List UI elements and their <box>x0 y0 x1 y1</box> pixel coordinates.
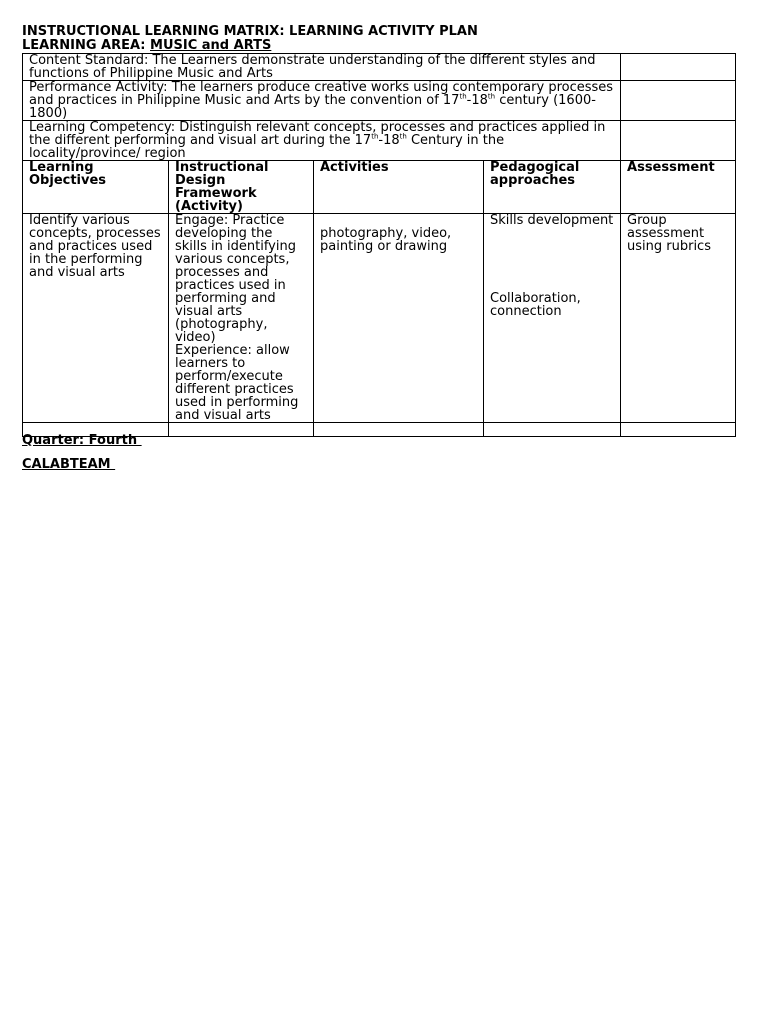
pedagogy-skills: Skills development <box>490 213 614 228</box>
header-learning-objectives: Learning Objectives <box>23 161 169 214</box>
empty-cell <box>484 423 621 437</box>
quarter-label: Quarter: Fourth <box>22 433 142 448</box>
performance-text-b: century (1600-1800) <box>29 93 596 121</box>
competency-sup-1: th <box>371 132 379 141</box>
framework-cell <box>169 214 314 423</box>
performance-sup-2: th <box>487 92 496 101</box>
team-label: CALABTEAM <box>22 457 116 472</box>
header-pedagogical-approaches: Pedagogical approaches <box>484 161 621 214</box>
activities-text: photography, video, painting or drawing <box>320 226 452 254</box>
pedagogy-collaboration: Collaboration, connection <box>490 291 581 319</box>
framework-experience: Experience: allow learners to perform/execute different practices used in performing and visual arts <box>175 343 299 423</box>
header-activities: Activities <box>314 161 484 214</box>
performance-text-a: Performance Activity: The learners produce creative works using contemporary processes and practices in Philippine Music and Arts by the convention of 17 <box>29 80 614 108</box>
learning-competency-row <box>23 121 736 161</box>
performance-activity-row <box>23 81 736 121</box>
empty-cell <box>621 54 736 81</box>
empty-cell <box>314 423 484 437</box>
competency-text-mid: -18 <box>378 133 400 148</box>
empty-cell <box>169 423 314 437</box>
header-assessment: Assessment <box>621 161 736 214</box>
assessment-cell: Group assessment using rubrics <box>621 214 736 423</box>
empty-cell <box>621 81 736 121</box>
content-standard-row <box>23 54 736 81</box>
document-page <box>22 25 735 437</box>
document-title <box>22 25 735 39</box>
objective-cell: Identify various concepts, processes and practices used in the performing and visual arts <box>23 214 169 423</box>
activities-cell <box>314 214 484 423</box>
content-standard-cell: Content Standard: The Learners demonstrate understanding of the different styles and functions of Philippine Music and Arts <box>23 54 621 81</box>
empty-cell <box>621 121 736 161</box>
pedagogy-cell <box>484 214 621 423</box>
title-prefix: INSTRUCTIONAL LEARNING MATRIX: <box>22 24 290 39</box>
learning-competency-cell <box>23 121 621 161</box>
framework-engage: Engage: Practice developing the skills in identifying various concepts, processes and practices used in performing and visual arts (photography, video) <box>175 213 296 345</box>
competency-text-a: Learning Competency: Distinguish relevant concepts, processes and practices applied in the different performing and visual art during the 17 <box>29 120 606 148</box>
performance-sup-1: th <box>459 92 467 101</box>
competency-sup-2: th <box>399 132 407 141</box>
learning-area-label: LEARNING AREA: <box>22 38 151 53</box>
spacer <box>490 227 614 292</box>
performance-activity-cell <box>23 81 621 121</box>
learning-matrix-table <box>22 53 736 437</box>
title-suffix: LEARNING ACTIVITY PLAN <box>289 24 478 39</box>
header-instructional-design-framework: Instructional Design Framework (Activity) <box>169 161 314 214</box>
learning-area-line <box>22 39 735 53</box>
performance-text-mid: -18 <box>466 93 488 108</box>
empty-cell <box>621 423 736 437</box>
learning-area-value: MUSIC and ARTS <box>150 38 272 53</box>
competency-text-b: Century in the locality/province/ region <box>29 133 505 161</box>
column-header-row <box>23 161 736 214</box>
activity-row <box>23 214 736 423</box>
